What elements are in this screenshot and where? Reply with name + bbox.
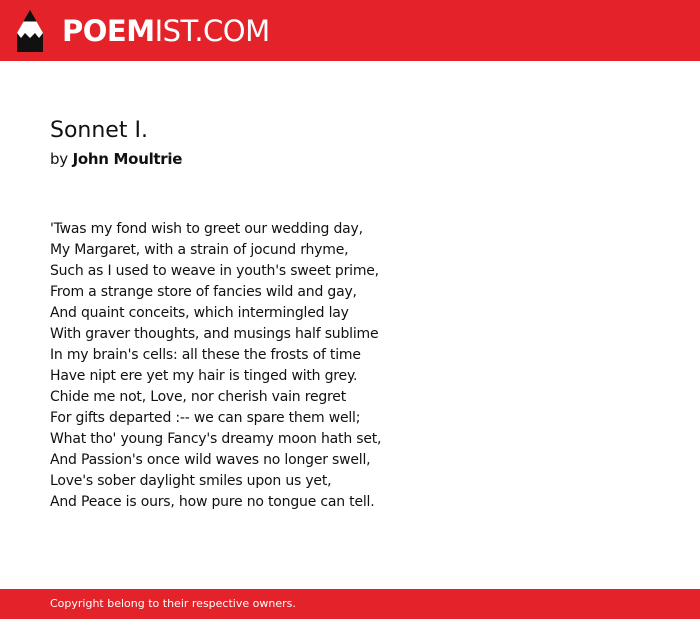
site-footer (0, 589, 700, 619)
poem-line: And Passion's once wild waves no longer swell, (50, 452, 371, 468)
poem-byline (50, 149, 182, 169)
copyright-text: Copyright belong to their respective owners. (50, 597, 296, 610)
poem-line: What tho' young Fancy's dreamy moon hath set, (50, 431, 382, 447)
poem-title: Sonnet I. (50, 118, 148, 143)
poem-line: Love's sober daylight smiles upon us yet, (50, 473, 332, 489)
poem-line: And Peace is ours, how pure no tongue can tell. (50, 494, 375, 510)
logo-bold-text: POEM (62, 14, 155, 48)
logo-light-text: IST.COM (154, 14, 270, 48)
poem-line: Have nipt ere yet my hair is tinged with grey. (50, 368, 358, 384)
pencil-logo-icon[interactable] (17, 10, 43, 52)
poem-line: From a strange store of fancies wild and gay, (50, 284, 357, 300)
poem-line: Such as I used to weave in youth's sweet prime, (50, 263, 379, 279)
site-header (0, 0, 700, 61)
poem-body (50, 219, 650, 513)
poem-line: And quaint conceits, which intermingled lay (50, 305, 349, 321)
poem-line: Chide me not, Love, nor cherish vain regret (50, 389, 347, 405)
by-label: by (50, 150, 68, 168)
poem-line: In my brain's cells: all these the frosts of time (50, 347, 361, 363)
author-name: John Moultrie (72, 150, 183, 168)
poem-line: My Margaret, with a strain of jocund rhyme, (50, 242, 349, 258)
poem-line: 'Twas my fond wish to greet our wedding day, (50, 221, 363, 237)
site-logo-link[interactable] (62, 12, 270, 50)
poem-line: With graver thoughts, and musings half sublime (50, 326, 379, 342)
poem-line: For gifts departed :-- we can spare them well; (50, 410, 361, 426)
